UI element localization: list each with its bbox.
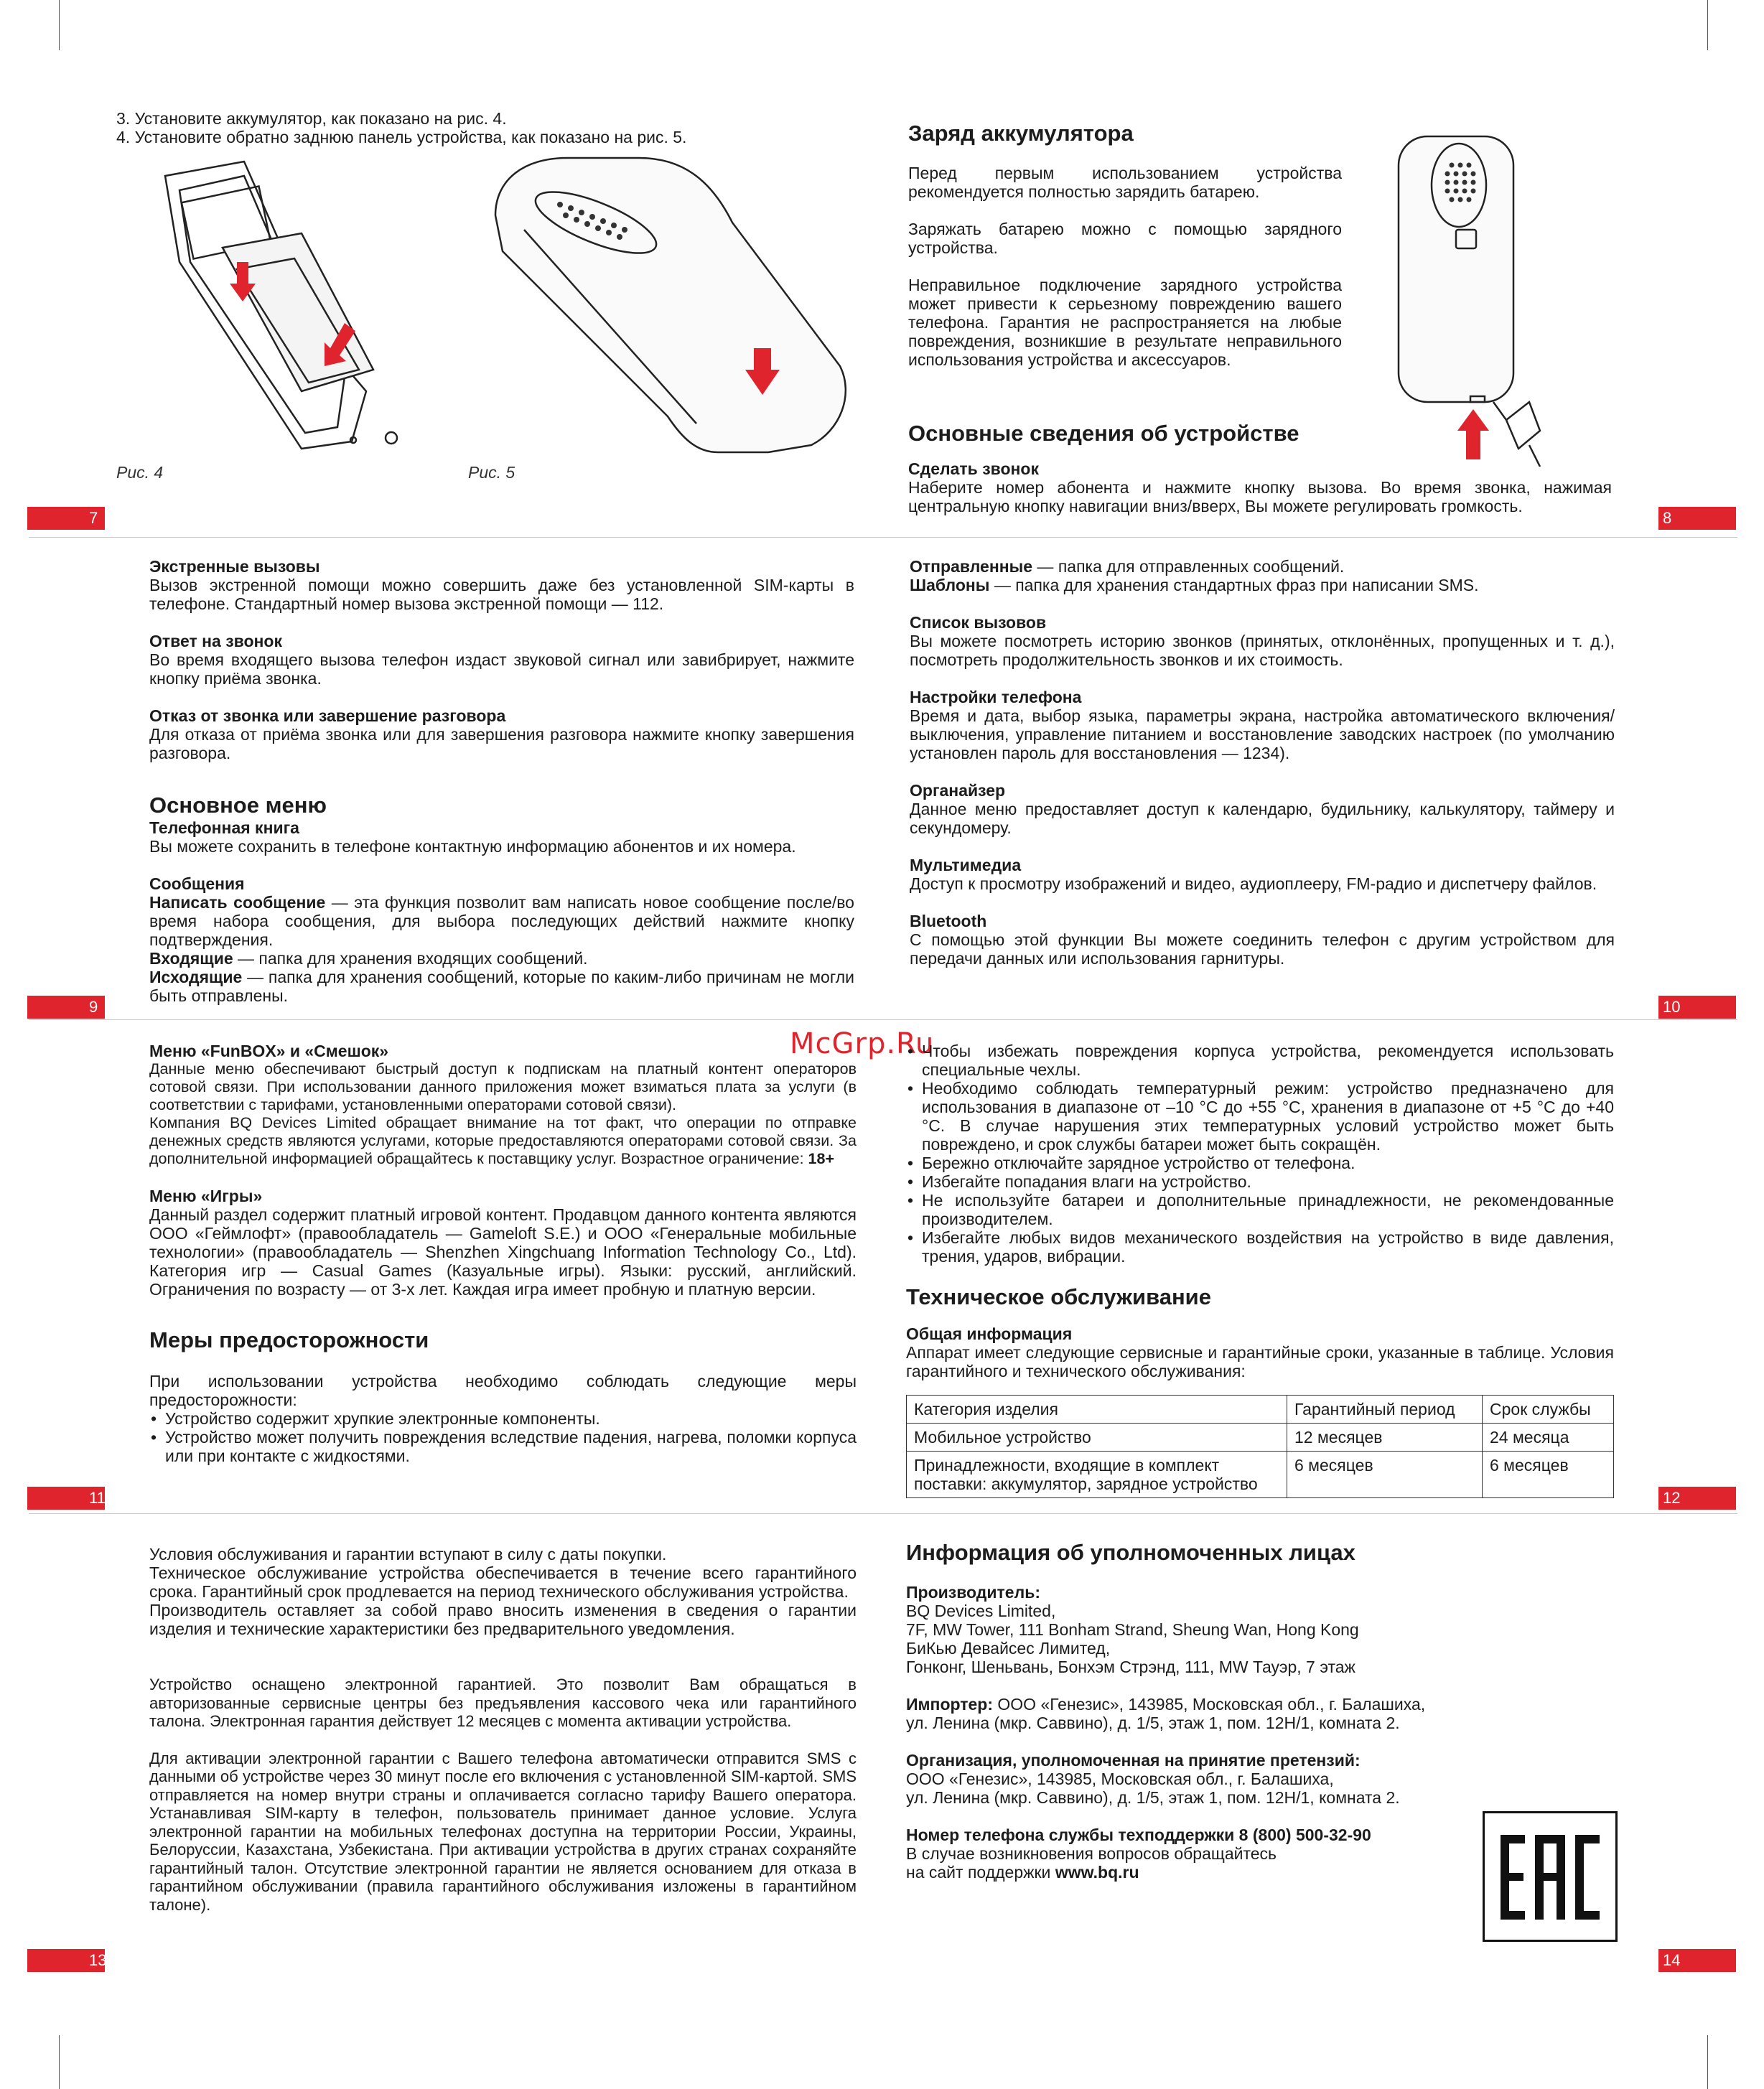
charge-paragraph: Заряжать батарею можно с помощью зарядного устройства. <box>908 220 1342 257</box>
multimedia-heading: Мультимедиа <box>910 856 1022 874</box>
messages-heading: Сообщения <box>149 874 245 893</box>
support-phone: Номер телефона службы техподдержки 8 (800) 500-32-90 <box>906 1826 1371 1844</box>
figure-5-caption: Рис. 5 <box>468 463 515 482</box>
safety-list <box>149 1409 857 1465</box>
menu-title: Основное меню <box>149 793 327 818</box>
reject-heading: Отказ от звонка или завершение разговора <box>149 706 506 725</box>
phonebook-heading: Телефонная книга <box>149 818 299 837</box>
page-number-badge: 12 <box>1658 1487 1736 1510</box>
importer-line-2: ул. Ленина (мкр. Саввино), д. 1/5, этаж 1, пом. 12Н/1, комната 2. <box>906 1714 1400 1732</box>
authorized-persons-section <box>906 1540 1480 1882</box>
safety-intro: При использовании устройства необходимо соблюдать следующие меры предосторожности: <box>149 1372 857 1409</box>
support-site-line <box>906 1863 1480 1882</box>
table-header: Срок службы <box>1483 1396 1614 1424</box>
write-message-text: — эта функция позволит вам написать новое сообщение после/во время набора сообщения, для выбора последующих действий нажмите кнопку подтверждения. <box>149 893 854 949</box>
claims-heading: Организация, уполномоченная на принятие претензий: <box>906 1751 1361 1770</box>
content-menus-section <box>149 1042 857 1465</box>
table-header-row <box>907 1396 1614 1424</box>
outbox-text: — папка для хранения сообщений, которые по каким-либо причинам не могли быть отправлены. <box>149 968 854 1005</box>
bluetooth-heading: Bluetooth <box>910 912 987 930</box>
organizer-heading: Органайзер <box>910 781 1006 800</box>
crop-mark <box>1707 2035 1708 2089</box>
calls-text: Вы можете посмотреть историю звонков (принятых, отклонённых, пропущенных и т. д.), посмотреть продолжительность звонков и их стоимость. <box>910 632 1615 669</box>
claims-line: ул. Ленина (мкр. Саввино), д. 1/5, этаж 1, пом. 12Н/1, комната 2. <box>906 1788 1400 1807</box>
page-number-badge: 8 <box>1658 507 1736 530</box>
page-separator <box>29 1513 1737 1514</box>
figure-5-back-cover-illustration <box>481 136 854 459</box>
organizer-text: Данное меню предоставляет доступ к календарю, будильнику, калькулятору, таймеру и секундомеру. <box>910 800 1615 837</box>
step-4: 4. Установите обратно заднюю панель устройства, как показано на рис. 5. <box>116 128 687 146</box>
crop-mark <box>59 2035 60 2089</box>
answer-heading: Ответ на звонок <box>149 632 282 650</box>
outbox-label: Исходящие <box>149 968 243 986</box>
safety-item: • Устройство может получить повреждения вследствие падения, нагрева, поломки корпуса или при контакте с жидкостями. <box>149 1428 857 1465</box>
warranty-table <box>906 1395 1614 1498</box>
table-cell: Принадлежности, входящие в комплект поставки: аккумулятор, зарядное устройство <box>907 1452 1287 1498</box>
safety-continued-section <box>906 1042 1614 1498</box>
step-3: 3. Установите аккумулятор, как показано на рис. 4. <box>116 109 507 128</box>
safety-item: • Необходимо соблюдать температурный режим: устройство предназначено для использования в диапазоне от –10 °С до +55 °С, хранения в диапазоне от +5 °С до +40 °С. В случае нарушения этих температурных условий устройство может быть повреждено, и срок службы батареи может быть сокращён. <box>906 1079 1614 1154</box>
importer-label: Импортер: <box>906 1695 993 1714</box>
table-row <box>907 1452 1614 1498</box>
table-cell: 12 месяцев <box>1287 1424 1483 1452</box>
inbox-item <box>149 949 854 968</box>
manufacturer-line: БиКью Девайсес Лимитед, <box>906 1639 1111 1658</box>
charge-section <box>908 121 1342 369</box>
games-heading: Меню «Игры» <box>149 1187 263 1205</box>
warranty-paragraph: Условия обслуживания и гарантии вступают в силу с даты покупки. <box>149 1545 667 1564</box>
support-site-prefix: на сайт поддержки <box>906 1863 1055 1882</box>
service-title: Техническое обслуживание <box>906 1284 1211 1309</box>
table-cell: 24 месяца <box>1483 1424 1614 1452</box>
warranty-paragraph: Производитель оставляет за собой право вносить изменения в сведения о гарантии изделия и технические характеристики без предварительного уведомления. <box>149 1601 857 1638</box>
funbox-text-2-body: Компания BQ Devices Limited обращает внимание на тот факт, что операции по отправке денежных средств являются услугами, которые предоставляются операторами сотовой связи. За дополнительной информацией обращайтесь к поставщику услуг. Возрастное ограничение: <box>149 1114 857 1167</box>
outbox-item <box>149 968 854 1005</box>
page-number-badge: 9 <box>27 996 105 1019</box>
safety-list <box>906 1042 1614 1266</box>
importer-line <box>906 1695 1480 1714</box>
safety-item: • Устройство содержит хрупкие электронные компоненты. <box>149 1409 857 1428</box>
figure-4-caption: Рис. 4 <box>116 463 164 482</box>
crop-mark <box>1707 0 1708 50</box>
write-message-label: Написать сообщение <box>149 893 326 912</box>
crop-mark <box>59 0 60 50</box>
charge-paragraph: Неправильное подключение зарядного устройства может привести к серьезному повреждению вашего телефона. Гарантия не распространяется на любые повреждения, возникшие в результате неправильного использования устройства и аксессуаров. <box>908 276 1342 369</box>
table-cell: 6 месяцев <box>1287 1452 1483 1498</box>
emergency-text: Вызов экстренной помощи можно совершить даже без установленной SIM-карты в телефоне. Стандартный номер вызова экстренной помощи — 112. <box>149 576 854 613</box>
support-line: В случае возникновения вопросов обращайтесь <box>906 1844 1277 1863</box>
page-number-badge: 14 <box>1658 1949 1736 1972</box>
funbox-text-2 <box>149 1114 857 1168</box>
games-text: Данный раздел содержит платный игровой контент. Продавцом данного контента являются ООО «Геймлофт» (правообладатель — Gameloft S.E.) и ООО «Генеральные мобильные технологии» (правообладатель — Shenzhen Xingchuang Information Technology Co., Ltd). Категория игр — Casual Games (Казуальные игры). Языки: русский, английский. Ограничения по возрасту — от 3-х лет. Каждая игра имеет пробную и платную версии. <box>149 1205 857 1299</box>
table-header: Гарантийный период <box>1287 1396 1483 1424</box>
page-separator <box>29 1019 1737 1020</box>
safety-item: • Избегайте попадания влаги на устройство. <box>906 1172 1614 1191</box>
support-site-link[interactable]: www.bq.ru <box>1055 1863 1139 1882</box>
answer-text: Во время входящего вызова телефон издаст звуковой сигнал или завибрирует, нажмите кнопку приёма звонка. <box>149 650 854 688</box>
settings-text: Время и дата, выбор языка, параметры экрана, настройка автоматического включения/выключения, управление питанием и восстановление заводских настроек (по умолчанию установлен пароль для восстановления — 1234). <box>910 706 1615 762</box>
warranty-paragraph: Для активации электронной гарантии с Вашего телефона автоматически отправится SMS с данными об устройстве через 30 минут после его включения с установленной SIM-картой. SMS отправляется на номер внутри страны и оплачивается согласно тарифу Вашего оператора. Устанавливая SIM-карту в телефон, пользователь принимает данное условие. Услуга электронной гарантии на мобильных телефонах доступна на территории России, Украины, Белоруссии, Казахстана, Узбекистана. При активации устройства в других странах сохраняйте гарантийный талон. Отсутствие электронной гарантии не является основанием для отказа в гарантийном обслуживании (правила гарантийного обслуживания изложены в гарантийном талоне). <box>149 1749 857 1914</box>
table-header: Категория изделия <box>907 1396 1287 1424</box>
safety-title: Меры предосторожности <box>149 1327 429 1352</box>
calls-heading: Список вызовов <box>910 613 1047 632</box>
watermark: McGrp.Ru <box>790 1027 935 1060</box>
table-row <box>907 1424 1614 1452</box>
sent-item <box>910 557 1615 576</box>
table-cell: 6 месяцев <box>1483 1452 1614 1498</box>
page-number-badge: 7 <box>27 507 105 530</box>
basics-title: Основные сведения об устройстве <box>908 421 1299 446</box>
write-message-item <box>149 893 854 949</box>
templates-item <box>910 576 1615 594</box>
emergency-heading: Экстренные вызовы <box>149 557 320 576</box>
calls-info-section <box>149 557 854 1005</box>
eac-mark-icon <box>1483 1811 1618 1942</box>
general-info-heading: Общая информация <box>906 1324 1073 1343</box>
safety-item: • Избегайте любых видов механического воздействия на устройство в виде давления, трения, ударов, вибрации. <box>906 1228 1614 1266</box>
charge-title: Заряд аккумулятора <box>908 121 1134 146</box>
table-cell: Мобильное устройство <box>907 1424 1287 1452</box>
page-separator <box>29 537 1737 538</box>
claims-line: ООО «Генезис», 143985, Московская обл., г. Балашиха, <box>906 1770 1334 1788</box>
inbox-text: — папка для хранения входящих сообщений. <box>233 949 588 968</box>
safety-item: • Не используйте батареи и дополнительные принадлежности, не рекомендованные производителем. <box>906 1191 1614 1228</box>
multimedia-text: Доступ к просмотру изображений и видео, аудиоплееру, FM-радио и диспетчеру файлов. <box>910 874 1597 893</box>
manufacturer-line: 7F, MW Tower, 111 Bonham Strand, Sheung Wan, Hong Kong <box>906 1620 1359 1639</box>
info-title: Информация об уполномоченных лицах <box>906 1540 1355 1565</box>
warranty-paragraph: Техническое обслуживание устройства обеспечивается в течение всего гарантийного срока. Гарантийный срок продлевается на период технического обслуживания устройства. <box>149 1564 857 1601</box>
funbox-text: Данные меню обеспечивают быстрый доступ к подпискам на платный контент операторов сотовой связи. При использовании данного приложения может взиматься плата за услуги (в соответствии с тарифами, установленными операторами сотовой связи). <box>149 1060 857 1113</box>
figure-4-battery-illustration <box>136 154 452 456</box>
page-number-badge: 13 <box>27 1949 105 1972</box>
inbox-label: Входящие <box>149 949 233 968</box>
manufacturer-line: Гонконг, Шеньвань, Бонхэм Стрэнд, 111, MW Тауэр, 7 этаж <box>906 1658 1355 1676</box>
manufacturer-heading: Производитель: <box>906 1583 1040 1602</box>
safety-item: • Чтобы избежать повреждения корпуса устройства, рекомендуется использовать специальные чехлы. <box>906 1042 1614 1079</box>
call-text: Наберите номер абонента и нажмите кнопку вызова. Во время звонка, нажимая центральную кнопку навигации вниз/вверх, Вы можете регулировать громкость. <box>908 478 1612 515</box>
manufacturer-line: BQ Devices Limited, <box>906 1602 1056 1620</box>
templates-text: — папка для хранения стандартных фраз при написании SMS. <box>989 576 1479 594</box>
eac-logo <box>1485 1813 1615 1940</box>
sent-text: — папка для отправленных сообщений. <box>1032 557 1345 576</box>
reject-text: Для отказа от приёма звонка или для завершения разговора нажмите кнопку завершения разговора. <box>149 725 854 762</box>
safety-item: • Бережно отключайте зарядное устройство от телефона. <box>906 1154 1614 1172</box>
charge-paragraph: Перед первым использованием устройства рекомендуется полностью зарядить батарею. <box>908 164 1342 201</box>
bluetooth-text: С помощью этой функции Вы можете соединить телефон с другим устройством для передачи данных или использования гарнитуры. <box>910 930 1615 968</box>
page-number-badge: 10 <box>1658 996 1736 1019</box>
general-info-text: Аппарат имеет следующие сервисные и гарантийные сроки, указанные в таблице. Условия гарантийного и технического обслуживания: <box>906 1343 1614 1380</box>
settings-heading: Настройки телефона <box>910 688 1082 706</box>
phone-charging-illustration <box>1386 129 1572 467</box>
templates-label: Шаблоны <box>910 576 990 594</box>
page-number-badge: 11 <box>27 1487 105 1510</box>
phonebook-text: Вы можете сохранить в телефоне контактную информацию абонентов и их номера. <box>149 837 796 856</box>
basics-section <box>908 421 1612 515</box>
menu-continued-section <box>910 557 1615 968</box>
sent-label: Отправленные <box>910 557 1033 576</box>
call-heading: Сделать звонок <box>908 459 1039 478</box>
warranty-terms-section <box>149 1545 857 1914</box>
funbox-heading: Меню «FunBOX» и «Смешок» <box>149 1042 389 1060</box>
warranty-paragraph: Устройство оснащено электронной гарантией. Это позволит Вам обращаться в авторизованные сервисные центры без предъявления кассового чека или гарантийного талона. Электронная гарантия действует 12 месяцев с момента активации устройства. <box>149 1676 857 1730</box>
importer-text: ООО «Генезис», 143985, Московская обл., г. Балашиха, <box>993 1695 1426 1714</box>
age-limit: 18+ <box>808 1150 835 1167</box>
